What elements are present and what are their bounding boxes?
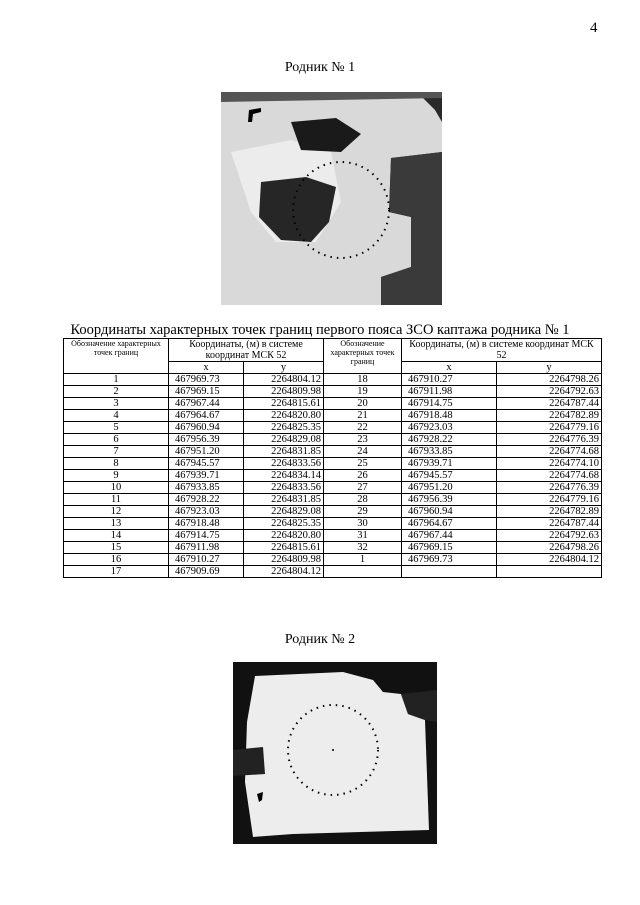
point-cell: 24 bbox=[324, 446, 402, 458]
table-title: Координаты характерных точек границ первого пояса ЗСО каптажа родника № 1 bbox=[70, 322, 570, 338]
point-cell: 21 bbox=[324, 410, 402, 422]
table-row bbox=[64, 506, 602, 518]
header-y-left: y bbox=[244, 362, 324, 374]
table-row bbox=[64, 434, 602, 446]
x-cell: 467939.71 bbox=[402, 458, 497, 470]
y-cell: 2264804.12 bbox=[497, 554, 602, 566]
y-cell: 2264787.44 bbox=[497, 398, 602, 410]
point-cell: 7 bbox=[64, 446, 169, 458]
y-cell: 2264774.68 bbox=[497, 446, 602, 458]
y-cell: 2264776.39 bbox=[497, 482, 602, 494]
y-cell: 2264779.16 bbox=[497, 494, 602, 506]
x-cell: 467945.57 bbox=[402, 470, 497, 482]
point-cell: 3 bbox=[64, 398, 169, 410]
point-cell: 26 bbox=[324, 470, 402, 482]
table-row bbox=[64, 398, 602, 410]
y-cell: 2264825.35 bbox=[244, 518, 324, 530]
point-cell: 20 bbox=[324, 398, 402, 410]
x-cell: 467967.44 bbox=[169, 398, 244, 410]
page-number: 4 bbox=[590, 20, 598, 36]
x-cell: 467969.15 bbox=[169, 386, 244, 398]
y-cell: 2264792.63 bbox=[497, 530, 602, 542]
point-cell: 30 bbox=[324, 518, 402, 530]
point-cell: 22 bbox=[324, 422, 402, 434]
y-cell: 2264798.26 bbox=[497, 374, 602, 386]
y-cell: 2264820.80 bbox=[244, 530, 324, 542]
point-cell: 8 bbox=[64, 458, 169, 470]
x-cell: 467956.39 bbox=[169, 434, 244, 446]
header-y-right: y bbox=[497, 362, 602, 374]
table-row bbox=[64, 542, 602, 554]
table-row bbox=[64, 494, 602, 506]
x-cell: 467910.27 bbox=[169, 554, 244, 566]
point-cell: 31 bbox=[324, 530, 402, 542]
y-cell: 2264831.85 bbox=[244, 446, 324, 458]
y-cell: 2264776.39 bbox=[497, 434, 602, 446]
x-cell: 467933.85 bbox=[402, 446, 497, 458]
point-cell: 6 bbox=[64, 434, 169, 446]
spring1-aerial-photo bbox=[221, 92, 442, 305]
spring2-aerial-photo bbox=[233, 662, 437, 844]
y-cell: 2264833.56 bbox=[244, 458, 324, 470]
header-x-right: x bbox=[402, 362, 497, 374]
x-cell: 467909.69 bbox=[169, 566, 244, 578]
coordinates-table bbox=[63, 338, 602, 578]
y-cell: 2264787.44 bbox=[497, 518, 602, 530]
point-cell: 19 bbox=[324, 386, 402, 398]
point-cell: 13 bbox=[64, 518, 169, 530]
x-cell: 467939.71 bbox=[169, 470, 244, 482]
x-cell: 467928.22 bbox=[402, 434, 497, 446]
x-cell: 467951.20 bbox=[402, 482, 497, 494]
x-cell: 467918.48 bbox=[169, 518, 244, 530]
y-cell: 2264782.89 bbox=[497, 506, 602, 518]
y-cell: 2264804.12 bbox=[244, 566, 324, 578]
y-cell: 2264809.98 bbox=[244, 386, 324, 398]
y-cell: 2264829.08 bbox=[244, 434, 324, 446]
x-cell: 467914.75 bbox=[169, 530, 244, 542]
y-cell: 2264825.35 bbox=[244, 422, 324, 434]
y-cell: 2264774.10 bbox=[497, 458, 602, 470]
x-cell: 467969.73 bbox=[402, 554, 497, 566]
x-cell: 467967.44 bbox=[402, 530, 497, 542]
y-cell: 2264804.12 bbox=[244, 374, 324, 386]
x-cell: 467964.67 bbox=[169, 410, 244, 422]
point-cell: 25 bbox=[324, 458, 402, 470]
x-cell: 467960.94 bbox=[402, 506, 497, 518]
point-cell: 15 bbox=[64, 542, 169, 554]
table-row bbox=[64, 530, 602, 542]
x-cell: 467969.73 bbox=[169, 374, 244, 386]
point-cell: 10 bbox=[64, 482, 169, 494]
point-cell: 12 bbox=[64, 506, 169, 518]
header-coords-right: Координаты, (м) в системе координат МСК 52 bbox=[402, 339, 602, 362]
table-row bbox=[64, 566, 602, 578]
x-cell: 467969.15 bbox=[402, 542, 497, 554]
point-cell: 28 bbox=[324, 494, 402, 506]
header-coords-left: Координаты, (м) в системе координат МСК 52 bbox=[169, 339, 324, 362]
point-cell: 29 bbox=[324, 506, 402, 518]
y-cell bbox=[497, 566, 602, 578]
point-cell: 23 bbox=[324, 434, 402, 446]
x-cell: 467928.22 bbox=[169, 494, 244, 506]
point-cell: 14 bbox=[64, 530, 169, 542]
y-cell: 2264782.89 bbox=[497, 410, 602, 422]
x-cell: 467911.98 bbox=[169, 542, 244, 554]
y-cell: 2264779.16 bbox=[497, 422, 602, 434]
point-cell: 1 bbox=[64, 374, 169, 386]
y-cell: 2264834.14 bbox=[244, 470, 324, 482]
x-cell: 467923.03 bbox=[402, 422, 497, 434]
table-row bbox=[64, 374, 602, 386]
y-cell: 2264798.26 bbox=[497, 542, 602, 554]
point-cell: 18 bbox=[324, 374, 402, 386]
table-row bbox=[64, 518, 602, 530]
table-row bbox=[64, 422, 602, 434]
x-cell bbox=[402, 566, 497, 578]
point-cell: 9 bbox=[64, 470, 169, 482]
y-cell: 2264809.98 bbox=[244, 554, 324, 566]
y-cell: 2264829.08 bbox=[244, 506, 324, 518]
x-cell: 467918.48 bbox=[402, 410, 497, 422]
table-row bbox=[64, 470, 602, 482]
point-cell: 16 bbox=[64, 554, 169, 566]
y-cell: 2264774.68 bbox=[497, 470, 602, 482]
y-cell: 2264815.61 bbox=[244, 398, 324, 410]
x-cell: 467964.67 bbox=[402, 518, 497, 530]
y-cell: 2264833.56 bbox=[244, 482, 324, 494]
table-row bbox=[64, 386, 602, 398]
table-row bbox=[64, 458, 602, 470]
table-row bbox=[64, 482, 602, 494]
point-cell bbox=[324, 566, 402, 578]
spring1-caption: Родник № 1 bbox=[284, 60, 356, 75]
point-cell: 11 bbox=[64, 494, 169, 506]
point-cell: 17 bbox=[64, 566, 169, 578]
x-cell: 467923.03 bbox=[169, 506, 244, 518]
y-cell: 2264815.61 bbox=[244, 542, 324, 554]
x-cell: 467914.75 bbox=[402, 398, 497, 410]
point-cell: 2 bbox=[64, 386, 169, 398]
header-point-left: Обозначение характерных точек границ bbox=[64, 339, 169, 374]
table-row bbox=[64, 410, 602, 422]
x-cell: 467956.39 bbox=[402, 494, 497, 506]
point-cell: 32 bbox=[324, 542, 402, 554]
table-row bbox=[64, 446, 602, 458]
header-x-left: x bbox=[169, 362, 244, 374]
point-cell: 4 bbox=[64, 410, 169, 422]
table-row bbox=[64, 554, 602, 566]
spring2-caption: Родник № 2 bbox=[284, 632, 356, 647]
header-point-right: Обозначение характерных точек границ bbox=[324, 339, 402, 374]
y-cell: 2264820.80 bbox=[244, 410, 324, 422]
x-cell: 467945.57 bbox=[169, 458, 244, 470]
x-cell: 467911.98 bbox=[402, 386, 497, 398]
y-cell: 2264792.63 bbox=[497, 386, 602, 398]
x-cell: 467910.27 bbox=[402, 374, 497, 386]
point-cell: 1 bbox=[324, 554, 402, 566]
y-cell: 2264831.85 bbox=[244, 494, 324, 506]
point-cell: 27 bbox=[324, 482, 402, 494]
x-cell: 467951.20 bbox=[169, 446, 244, 458]
x-cell: 467933.85 bbox=[169, 482, 244, 494]
x-cell: 467960.94 bbox=[169, 422, 244, 434]
point-cell: 5 bbox=[64, 422, 169, 434]
